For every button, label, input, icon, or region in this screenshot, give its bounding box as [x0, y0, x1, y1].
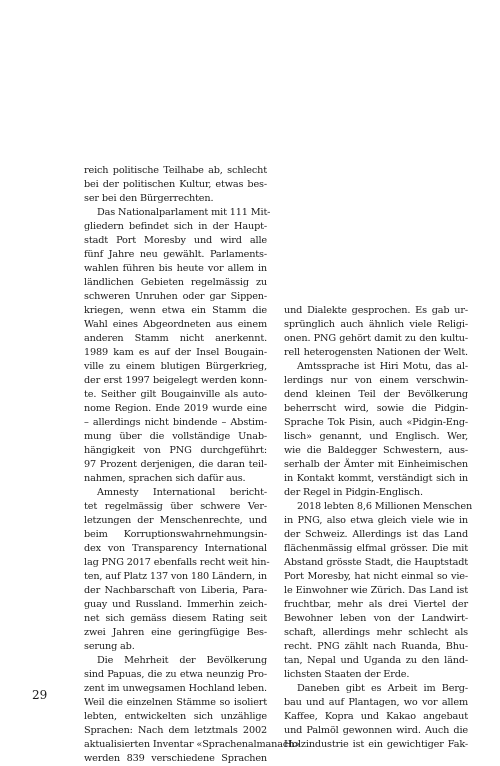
text-line: ten, auf Platz 137 von 180 Ländern, in	[84, 571, 267, 582]
text-line: Amnesty International bericht-	[97, 487, 267, 498]
text-line: tan, Nepal und Uganda zu den länd-	[284, 655, 468, 666]
text-line: Bewohner leben von der Landwirt-	[284, 613, 468, 624]
text-line: dex von Transparency International	[84, 543, 267, 554]
text-line: reich politische Teilhabe ab, schlecht	[84, 165, 267, 176]
text-line: 1989 kam es auf der Insel Bougain-	[84, 347, 267, 358]
text-line: zent im unwegsamen Hochland leben.	[84, 683, 267, 694]
text-line: bau und auf Plantagen, wo vor allem	[284, 697, 468, 708]
text-line: net sich gemäss diesem Rating seit	[84, 613, 267, 624]
text-line: mung über die vollständige Unab-	[84, 431, 267, 442]
text-line: und Palmöl gewonnen wird. Auch die	[284, 725, 468, 736]
text-line: Das Nationalparlament mit 111 Mit-	[97, 207, 271, 218]
text-line: wahlen führen bis heute vor allem in	[84, 263, 267, 274]
text-line: lebten, entwickelten sich unzählige	[84, 711, 267, 722]
text-line: ländlichen Gebieten regelmässig zu	[84, 277, 267, 288]
text-line: stadt Port Moresby und wird alle	[84, 235, 267, 246]
text-line: recht. PNG zählt nach Ruanda, Bhu-	[284, 641, 468, 652]
text-line: nome Region. Ende 2019 wurde eine	[84, 403, 267, 414]
text-line: Weil die einzelnen Stämme so isoliert	[84, 697, 267, 708]
text-line: le Einwohner wie Zürich. Das Land ist	[284, 585, 468, 596]
text-line: Port Moresby, hat nicht einmal so vie-	[284, 571, 468, 582]
text-line: zwei Jahren eine geringfügige Bes-	[84, 627, 267, 638]
text-line: onen. PNG gehört damit zu den kultu-	[284, 333, 468, 344]
text-line: lichsten Staaten der Erde.	[284, 669, 410, 680]
text-line: beherrscht wird, sowie die Pidgin-	[284, 403, 468, 414]
text-line: guay und Russland. Immerhin zeich-	[84, 599, 267, 610]
text-line: wie die Baldegger Schwestern, aus-	[284, 445, 468, 456]
text-line: Die Mehrheit der Bevölkerung	[97, 655, 267, 666]
text-line: 2018 lebten 8,6 Millionen Menschen	[297, 501, 473, 512]
text-line: fruchtbar, mehr als drei Viertel der	[284, 599, 468, 610]
text-line: der erst 1997 beigelegt werden konn-	[84, 375, 267, 386]
text-line: – allerdings nicht bindende – Abstim-	[84, 417, 267, 428]
text-column-right	[284, 304, 473, 752]
text-line: rell heterogensten Nationen der Welt.	[284, 347, 468, 358]
text-column-left	[84, 164, 300, 766]
text-line: Kaffee, Kopra und Kakao angebaut	[284, 711, 468, 722]
text-line: Daneben gibt es Arbeit im Berg-	[297, 683, 468, 694]
text-line: tet regelmässig über schwere Ver-	[84, 501, 267, 512]
text-line: ser bei den Bürgerrechten.	[84, 193, 214, 204]
text-line: in Kontakt kommt, verständigt sich in	[284, 473, 468, 484]
text-line: fünf Jahre neu gewählt. Parlaments-	[84, 249, 267, 260]
text-line: hängigkeit von PNG durchgeführt:	[84, 445, 267, 456]
text-line: ville zu einem blutigen Bürgerkrieg,	[84, 361, 267, 372]
text-line: werden 839 verschiedene Sprachen	[84, 753, 267, 764]
text-line: te. Seither gilt Bougainville als auto-	[84, 389, 267, 400]
text-line: Holzindustrie ist ein gewichtiger Fak-	[284, 739, 468, 750]
text-line: serhalb der Ämter mit Einheimischen	[284, 459, 468, 470]
text-line: serung ab.	[84, 641, 135, 652]
text-line: sprünglich auch ähnlich viele Religi-	[284, 319, 468, 330]
text-line: Abstand grösste Stadt, die Hauptstadt	[284, 557, 468, 568]
text-line: lag PNG 2017 ebenfalls recht weit hin-	[84, 557, 270, 568]
text-line: Wahl eines Abgeordneten aus einem	[84, 319, 267, 330]
text-line: lisch» genannt, und Englisch. Wer,	[284, 431, 468, 442]
text-line: 97 Prozent derjenigen, die daran teil-	[84, 459, 267, 470]
text-line: Amtssprache ist Hiri Motu, das al-	[297, 361, 468, 372]
text-line: in PNG, also etwa gleich viele wie in	[284, 515, 468, 526]
text-line: schaft, allerdings mehr schlecht als	[284, 627, 468, 638]
text-line: der Nachbarschaft von Liberia, Para-	[84, 585, 267, 596]
text-line: dend kleinen Teil der Bevölkerung	[284, 389, 468, 400]
text-line: letzungen der Menschenrechte, und	[84, 515, 267, 526]
text-line: Sprachen: Nach dem letztmals 2002	[84, 725, 267, 736]
text-line: Sprache Tok Pisin, auch «Pidgin-Eng-	[284, 417, 468, 428]
text-line: und Dialekte gesprochen. Es gab ur-	[284, 305, 468, 316]
text-line: gliedern befindet sich in der Haupt-	[84, 221, 267, 232]
text-line: der Schweiz. Allerdings ist das Land	[284, 529, 468, 540]
text-line: der Regel in Pidgin-Englisch.	[284, 487, 423, 498]
text-line: schweren Unruhen oder gar Sippen-	[84, 291, 267, 302]
text-line: kriegen, wenn etwa ein Stamm die	[84, 305, 267, 316]
text-line: aktualisierten Inventar «Sprachenalmanach»	[84, 739, 300, 750]
text-line: beim Korruptionswahrnehmungsin-	[84, 529, 267, 540]
text-line: bei der politischen Kultur, etwas bes-	[84, 179, 267, 190]
page-number: 29	[32, 688, 48, 702]
text-line: anderen Stamm nicht anerkennt.	[84, 333, 267, 344]
text-line: lerdings nur von einem verschwin-	[284, 375, 468, 386]
text-line: sind Papuas, die zu etwa neunzig Pro-	[84, 669, 267, 680]
text-line: nahmen, sprachen sich dafür aus.	[84, 473, 246, 484]
text-line: flächenmässig elfmal grösser. Die mit	[284, 543, 468, 554]
